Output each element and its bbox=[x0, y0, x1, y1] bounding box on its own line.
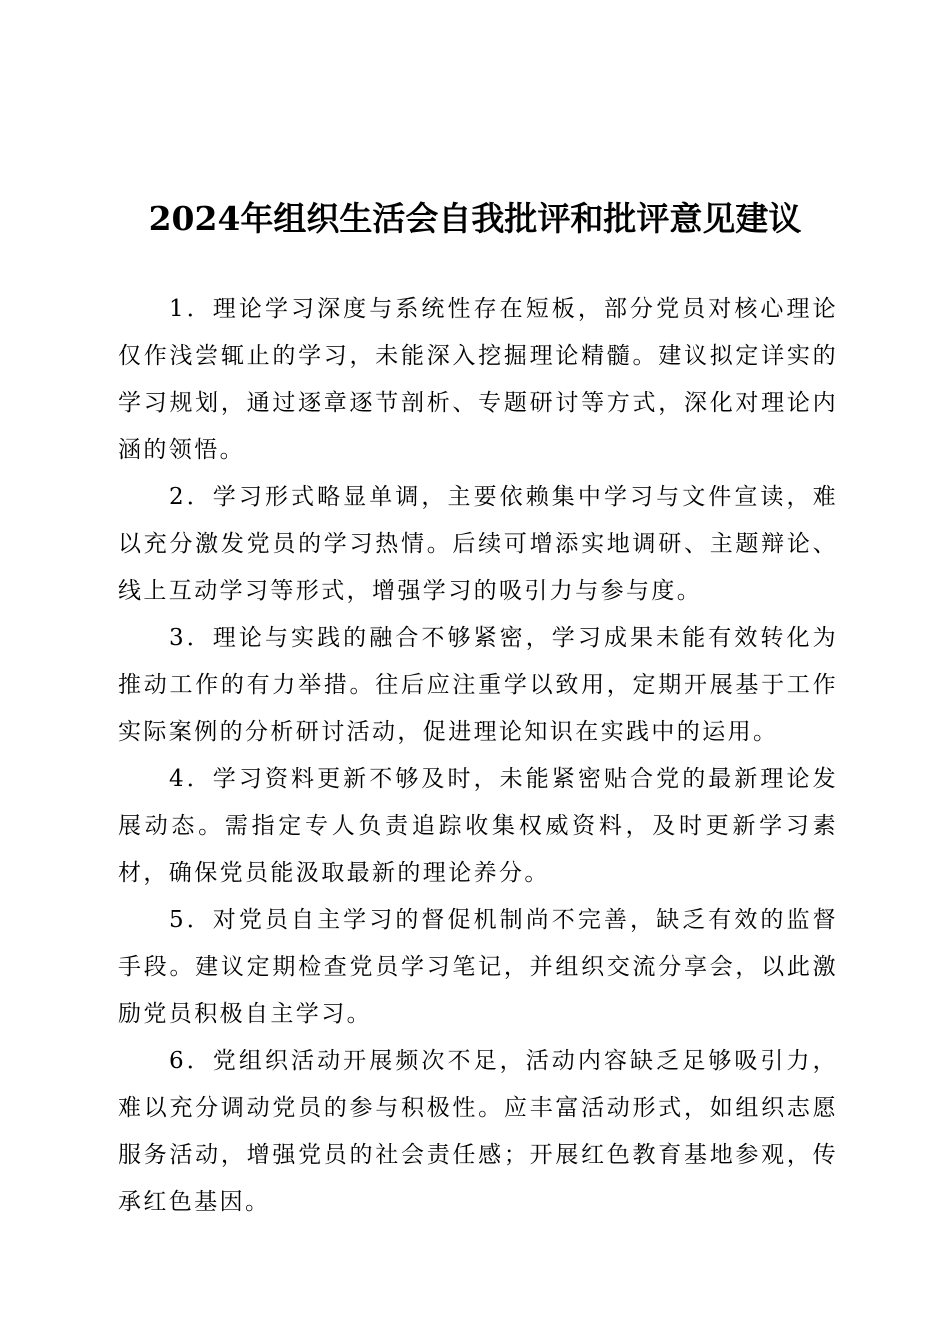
paragraph-5: 5．对党员自主学习的督促机制尚不完善，缺乏有效的监督手段。建议定期检查党员学习笔记，并组织交流分享会，以此激励党员积极自主学习。 bbox=[118, 907, 838, 1027]
document-body bbox=[118, 286, 838, 1226]
document-title: 2024年组织生活会自我批评和批评意见建议 bbox=[148, 199, 802, 238]
paragraph-1: 1．理论学习深度与系统性存在短板，部分党员对核心理论仅作浅尝辄止的学习，未能深入挖掘理论精髓。建议拟定详实的学习规划，通过逐章逐节剖析、专题研讨等方式，深化对理论内涵的领悟。 bbox=[118, 296, 838, 463]
paragraph-6: 6．党组织活动开展频次不足，活动内容缺乏足够吸引力，难以充分调动党员的参与积极性。应丰富活动形式，如组织志愿服务活动，增强党员的社会责任感；开展红色教育基地参观，传承红色基因。 bbox=[118, 1048, 838, 1215]
paragraph-2: 2．学习形式略显单调，主要依赖集中学习与文件宣读，难以充分激发党员的学习热情。后续可增添实地调研、主题辩论、线上互动学习等形式，增强学习的吸引力与参与度。 bbox=[118, 484, 838, 604]
paragraph-3: 3．理论与实践的融合不够紧密，学习成果未能有效转化为推动工作的有力举措。往后应注重学以致用，定期开展基于工作实际案例的分析研讨活动，促进理论知识在实践中的运用。 bbox=[118, 625, 838, 745]
paragraph-4: 4．学习资料更新不够及时，未能紧密贴合党的最新理论发展动态。需指定专人负责追踪收集权威资料，及时更新学习素材，确保党员能汲取最新的理论养分。 bbox=[118, 766, 838, 886]
